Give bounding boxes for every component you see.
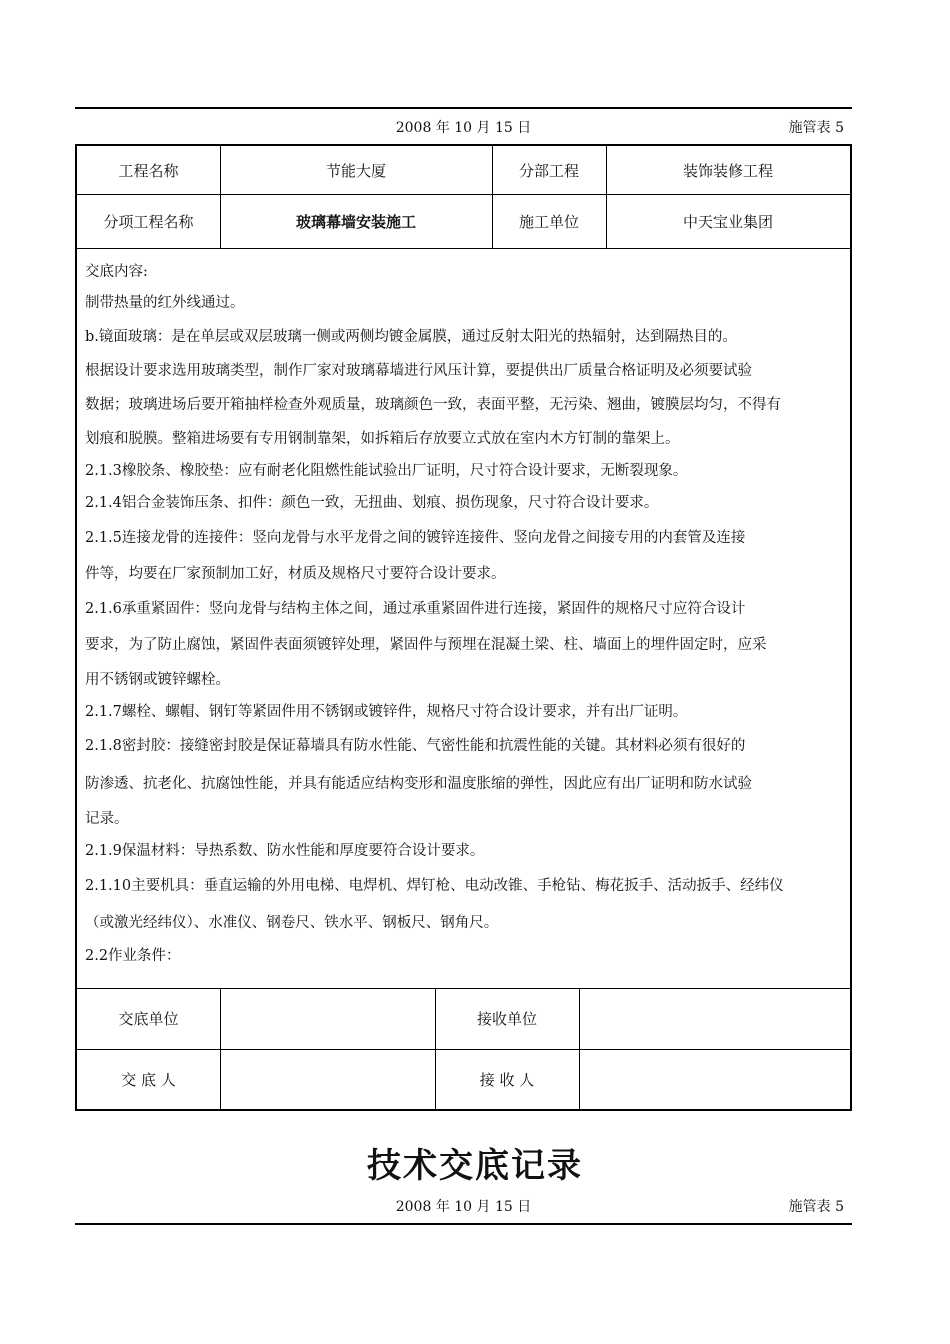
content-line: 2.1.8密封胶：接缝密封胶是保证幕墙具有防水性能、气密性能和抗震性能的关键。其材料必须有很好的: [85, 738, 746, 754]
form-number: 施管表 5: [788, 120, 844, 136]
division-value: 装饰装修工程: [682, 161, 773, 180]
content-line: 2.1.5连接龙骨的连接件：竖向龙骨与水平龙骨之间的镀锌连接件、竖向龙骨之间接专用的内套管及连接: [85, 530, 746, 546]
page2-form-number: 施管表 5: [788, 1199, 844, 1215]
division-label: 分部工程: [518, 161, 579, 180]
page2-rule: [75, 1223, 852, 1225]
page-title: 技术交底记录: [367, 1146, 583, 1186]
content-line: 2.2作业条件：: [85, 948, 181, 964]
content-label: 交底内容:: [85, 264, 148, 280]
content-line: 要求，为了防止腐蚀，紧固件表面须镀锌处理，紧固件与预埋在混凝土梁、柱、墙面上的埋件固定时，应采: [85, 637, 767, 653]
subitem-label: 分项工程名称: [103, 212, 194, 231]
row-divider: [77, 248, 850, 249]
issuer-person-value: [220, 1049, 435, 1109]
header-date-line: [75, 117, 852, 137]
content-line: 2.1.9保温材料：导热系数、防水性能和厚度要符合设计要求。: [85, 843, 485, 859]
content-line: 数据；玻璃进场后要开箱抽样检查外观质量，玻璃颜色一致，表面平整，无污染、翘曲，镀膜层均匀，不得有: [85, 397, 781, 413]
project-name-label: 工程名称: [118, 161, 179, 180]
content-line: 件等，均要在厂家预制加工好，材质及规格尺寸要符合设计要求。: [85, 566, 506, 582]
top-rule: [75, 107, 852, 109]
content-line: 2.1.7螺栓、螺帽、钢钉等紧固件用不锈钢或镀锌件，规格尺寸符合设计要求，并有出厂证明。: [85, 704, 688, 720]
receiver-unit-label: 接收单位: [476, 1010, 537, 1028]
content-line: 划痕和脱膜。整箱进场要有专用钢制靠架，如拆箱后存放要立式放在室内木方钉制的靠架上。: [85, 431, 680, 447]
record-date: 2008 年 10 月 15 日: [395, 120, 532, 136]
subitem-value: 玻璃幕墙安装施工: [295, 212, 416, 231]
page2-date-line: [75, 1196, 852, 1216]
receiver-person-label: 接 收 人: [479, 1070, 535, 1089]
content-line: （或激光经纬仪）、水准仪、钢卷尺、铁水平、钢板尺、钢角尺。: [85, 915, 499, 931]
issuer-unit-value: [220, 988, 435, 1049]
content-line: 2.1.6承重紧固件：竖向龙骨与结构主体之间，通过承重紧固件进行连接，紧固件的规格尺寸应符合设计: [85, 601, 746, 617]
content-line: 制带热量的红外线通过。: [85, 295, 245, 311]
content-line: 用不锈钢或镀锌螺栓。: [85, 672, 230, 688]
disclosure-content: [85, 258, 845, 972]
page2-date: 2008 年 10 月 15 日: [395, 1199, 532, 1215]
content-line: 根据设计要求选用玻璃类型，制作厂家对玻璃幕墙进行风压计算，要提供出厂质量合格证明及必须要试验: [85, 363, 752, 379]
disclosure-form-table: [75, 144, 852, 1111]
contractor-label: 施工单位: [518, 212, 579, 231]
content-line: 防渗透、抗老化、抗腐蚀性能，并具有能适应结构变形和温度胀缩的弹性，因此应有出厂证明和防水试验: [85, 776, 752, 792]
content-line: 2.1.10主要机具：垂直运输的外用电梯、电焊机、焊钉枪、电动改锥、手枪钻、梅花扳手、活动扳手、经纬仪: [85, 878, 784, 894]
issuer-unit-label: 交底单位: [118, 1010, 179, 1028]
contractor-value: 中天宝业集团: [682, 212, 773, 231]
receiver-unit-value: [579, 988, 850, 1049]
issuer-person-label: 交 底 人: [121, 1070, 176, 1089]
content-line: 记录。: [85, 811, 129, 827]
content-line: b.镜面玻璃：是在单层或双层玻璃一侧或两侧均镀金属膜，通过反射太阳光的热辐射，达到隔热目的。: [85, 329, 737, 345]
content-line: 2.1.3橡胶条、橡胶垫：应有耐老化阻燃性能试验出厂证明，尺寸符合设计要求，无断裂现象。: [85, 463, 688, 479]
project-name-value: 节能大厦: [325, 161, 386, 180]
receiver-person-value: [579, 1049, 850, 1109]
content-line: 2.1.4铝合金装饰压条、扣件：颜色一致，无扭曲、划痕、损伤现象，尺寸符合设计要求。: [85, 495, 659, 511]
